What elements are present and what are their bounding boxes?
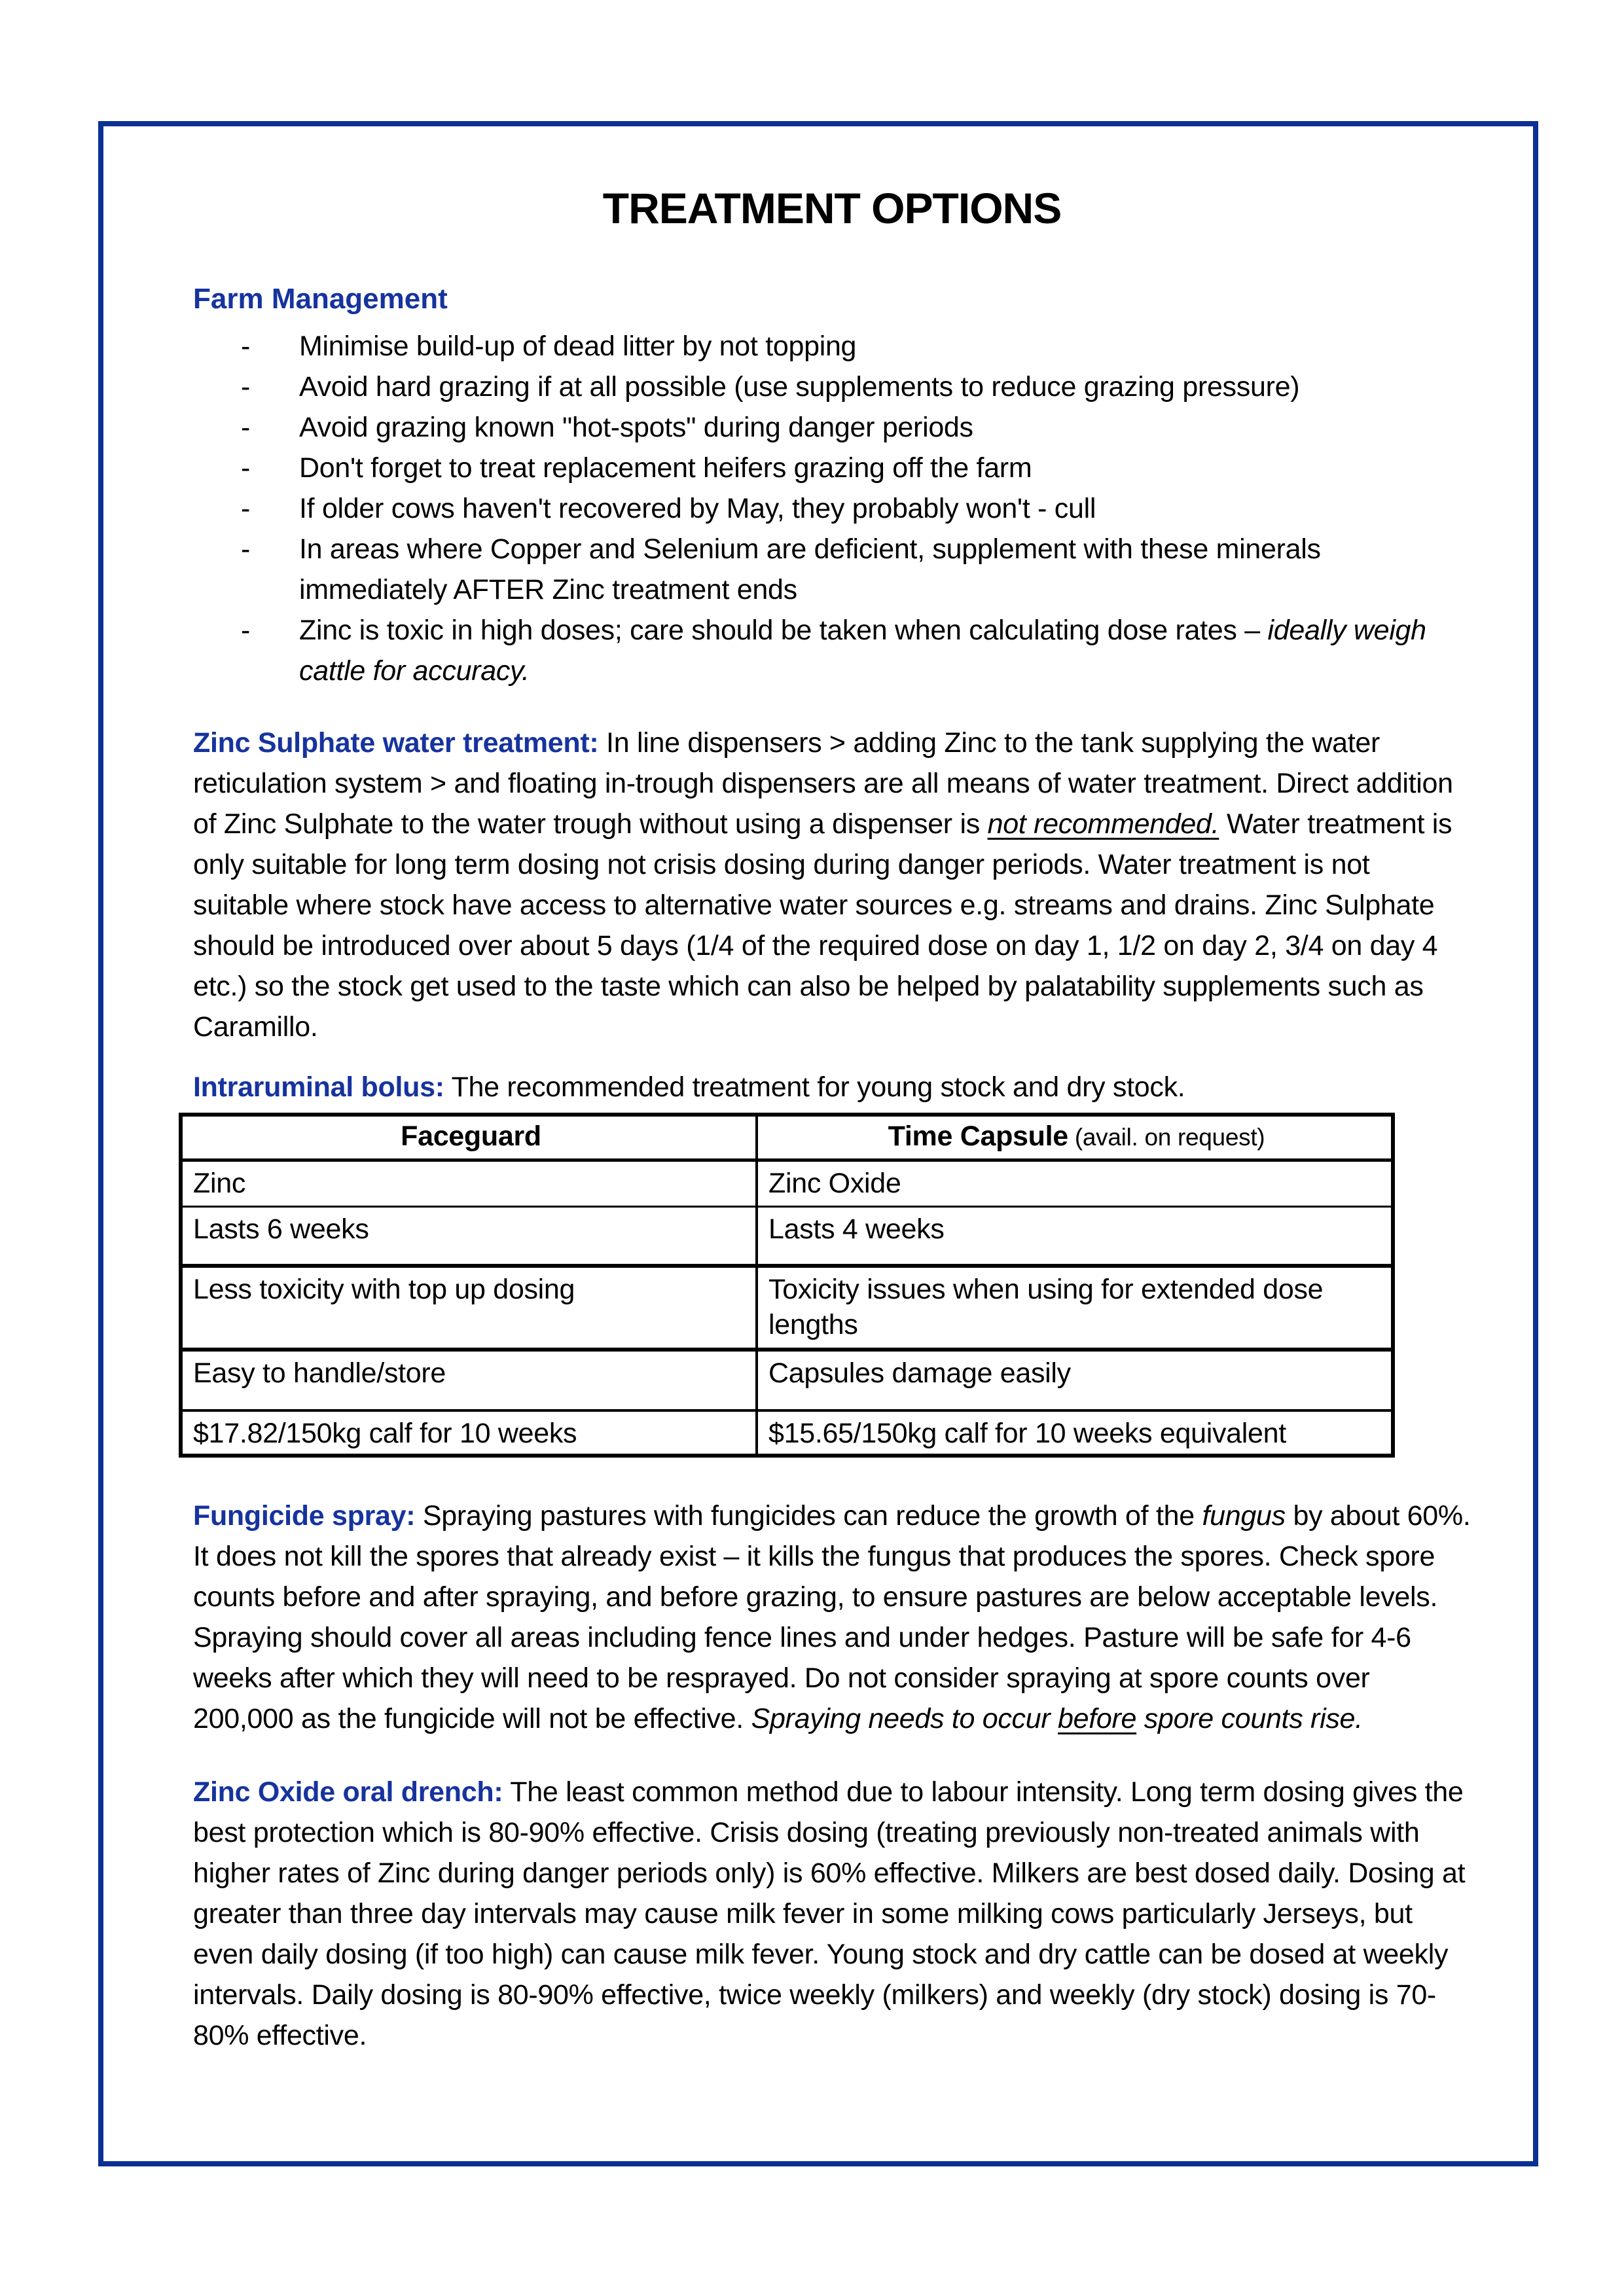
table-cell-faceguard-cost: $17.82/150kg calf for 10 weeks bbox=[181, 1410, 757, 1456]
zinc-sulphate-text-run: In line dispensers > adding Zinc to the tank supplying the water reticulation system > and floating in-trough dispensers are all means of water treatment. Direct addition of Zinc Sulphate to the water trough without using a dispenser is bbox=[193, 727, 1453, 840]
table-cell-time-capsule-handling: Capsules damage easily bbox=[757, 1350, 1393, 1410]
bullet-marker: - bbox=[241, 615, 251, 646]
table-row-duration bbox=[181, 1207, 1393, 1266]
intraruminal-bolus-text: The recommended treatment for young stock and dry stock. bbox=[444, 1071, 1185, 1103]
bullet-item bbox=[241, 367, 1471, 407]
bolus-comparison-table bbox=[179, 1113, 1395, 1458]
bullet-item bbox=[241, 529, 1471, 610]
bullet-text: In areas where Copper and Selenium are deficient, supplement with these minerals immediately AFTER Zinc treatment ends bbox=[299, 533, 1321, 605]
table-header-faceguard bbox=[181, 1115, 757, 1160]
farm-management-bullet-list bbox=[193, 326, 1471, 691]
time-capsule-header-note: (avail. on request) bbox=[1068, 1124, 1265, 1151]
page-border-frame bbox=[98, 121, 1538, 2166]
bullet-marker: - bbox=[241, 412, 251, 443]
intraruminal-bolus-section-label: Intraruminal bolus: bbox=[193, 1071, 444, 1103]
bullet-item bbox=[241, 448, 1471, 488]
bullet-text-run-italic: ideally weigh cattle for accuracy. bbox=[299, 615, 1426, 687]
fungicide-text-run: Spraying pastures with fungicides can reduce the growth of the bbox=[415, 1500, 1202, 1532]
zinc-oxide-drench-paragraph bbox=[193, 1772, 1471, 2056]
time-capsule-header-label: Time Capsule bbox=[888, 1121, 1068, 1152]
bullet-text-run: Zinc is toxic in high doses; care should be taken when calculating dose rates – bbox=[299, 615, 1268, 646]
table-row-ingredient bbox=[181, 1160, 1393, 1207]
fungicide-text-run-italic: spore counts rise. bbox=[1136, 1703, 1363, 1734]
fungicide-text-run-italic: Spraying needs to occur bbox=[751, 1703, 1058, 1734]
table-cell-faceguard-ingredient: Zinc bbox=[181, 1160, 757, 1207]
table-header-time-capsule bbox=[757, 1115, 1393, 1160]
zinc-sulphate-text-run: Water treatment is only suitable for long term dosing not crisis dosing during danger periods. Water treatment is not suitable where stock have access to alternative water sources e.g. streams and drains. Zinc Sulphate should be introduced over about 5 days (1/4 of the required dose on day 1, 1/2 on day 2, 3/4 on day 4 etc.) so the stock get used to the taste which can also be helped by palatability supplements such as Caramillo. bbox=[193, 808, 1453, 1043]
table-cell-time-capsule-toxicity: Toxicity issues when using for extended dose lengths bbox=[757, 1266, 1393, 1350]
fungicide-text-run-italic-underline: before bbox=[1058, 1703, 1137, 1734]
bullet-marker: - bbox=[241, 493, 251, 524]
table-cell-time-capsule-ingredient: Zinc Oxide bbox=[757, 1160, 1393, 1207]
fungicide-spray-paragraph bbox=[193, 1496, 1471, 1739]
bullet-item bbox=[241, 326, 1471, 367]
table-cell-faceguard-toxicity: Less toxicity with top up dosing bbox=[181, 1266, 757, 1350]
table-row-handling bbox=[181, 1350, 1393, 1410]
table-cell-faceguard-handling: Easy to handle/store bbox=[181, 1350, 757, 1410]
table-row-toxicity bbox=[181, 1266, 1393, 1350]
zinc-sulphate-paragraph bbox=[193, 723, 1471, 1047]
zinc-sulphate-section-label: Zinc Sulphate water treatment: bbox=[193, 727, 599, 759]
zinc-oxide-drench-text: The least common method due to labour intensity. Long term dosing gives the best protection which is 80-90% effective. Crisis dosing (treating previously non-treated animals with higher rates of Zinc during danger periods only) is 60% effective. Milkers are best dosed daily. Dosing at greater than three day intervals may cause milk fever in some milking cows particularly Jerseys, but even daily dosing (if too high) can cause milk fever. Young stock and dry cattle can be dosed at weekly intervals. Daily dosing is 80-90% effective, twice weekly (milkers) and weekly (dry stock) dosing is 70-80% effective. bbox=[193, 1776, 1466, 2051]
fungicide-text-run: by about 60%. It does not kill the spores that already exist – it kills the fungus that produces the spores. Check spore counts before and after spraying, and before grazing, to ensure pastures are below acceptable levels. Spraying should cover all areas including fence lines and under hedges. Pasture will be safe for 4-6 weeks after which they will need to be resprayed. Do not consider spraying at spore counts over 200,000 as the fungicide will not be effective. bbox=[193, 1500, 1471, 1734]
table-cell-time-capsule-cost: $15.65/150kg calf for 10 weeks equivalent bbox=[757, 1410, 1393, 1456]
fungicide-spray-section-label: Fungicide spray: bbox=[193, 1500, 416, 1532]
zinc-sulphate-text-run-italic-underline: not recommended. bbox=[987, 808, 1219, 840]
bullet-marker: - bbox=[241, 533, 251, 565]
bullet-item bbox=[241, 610, 1471, 691]
bullet-marker: - bbox=[241, 452, 251, 484]
bullet-text: Don't forget to treat replacement heifers grazing off the farm bbox=[299, 452, 1032, 484]
bullet-marker: - bbox=[241, 331, 251, 362]
bullet-text bbox=[299, 610, 1471, 691]
bullet-item bbox=[241, 488, 1471, 529]
fungicide-text-run-italic: fungus bbox=[1202, 1500, 1286, 1532]
bullet-text: Avoid hard grazing if at all possible (use supplements to reduce grazing pressure) bbox=[299, 371, 1300, 403]
zinc-oxide-drench-section-label: Zinc Oxide oral drench: bbox=[193, 1776, 503, 1808]
bullet-text: Avoid grazing known "hot-spots" during danger periods bbox=[299, 412, 973, 443]
bullet-text: If older cows haven't recovered by May, they probably won't - cull bbox=[299, 493, 1096, 524]
table-cell-time-capsule-duration: Lasts 4 weeks bbox=[757, 1207, 1393, 1266]
page-title: TREATMENT OPTIONS bbox=[602, 184, 1062, 232]
table-header-row bbox=[181, 1115, 1393, 1160]
table-row-cost bbox=[181, 1410, 1393, 1456]
faceguard-header-label: Faceguard bbox=[401, 1121, 541, 1152]
farm-management-heading: Farm Management bbox=[193, 283, 448, 315]
bullet-marker: - bbox=[241, 371, 251, 403]
table-cell-faceguard-duration: Lasts 6 weeks bbox=[181, 1207, 757, 1266]
bullet-item bbox=[241, 407, 1471, 448]
bullet-text: Minimise build-up of dead litter by not topping bbox=[299, 331, 857, 362]
intraruminal-bolus-paragraph bbox=[193, 1067, 1471, 1107]
